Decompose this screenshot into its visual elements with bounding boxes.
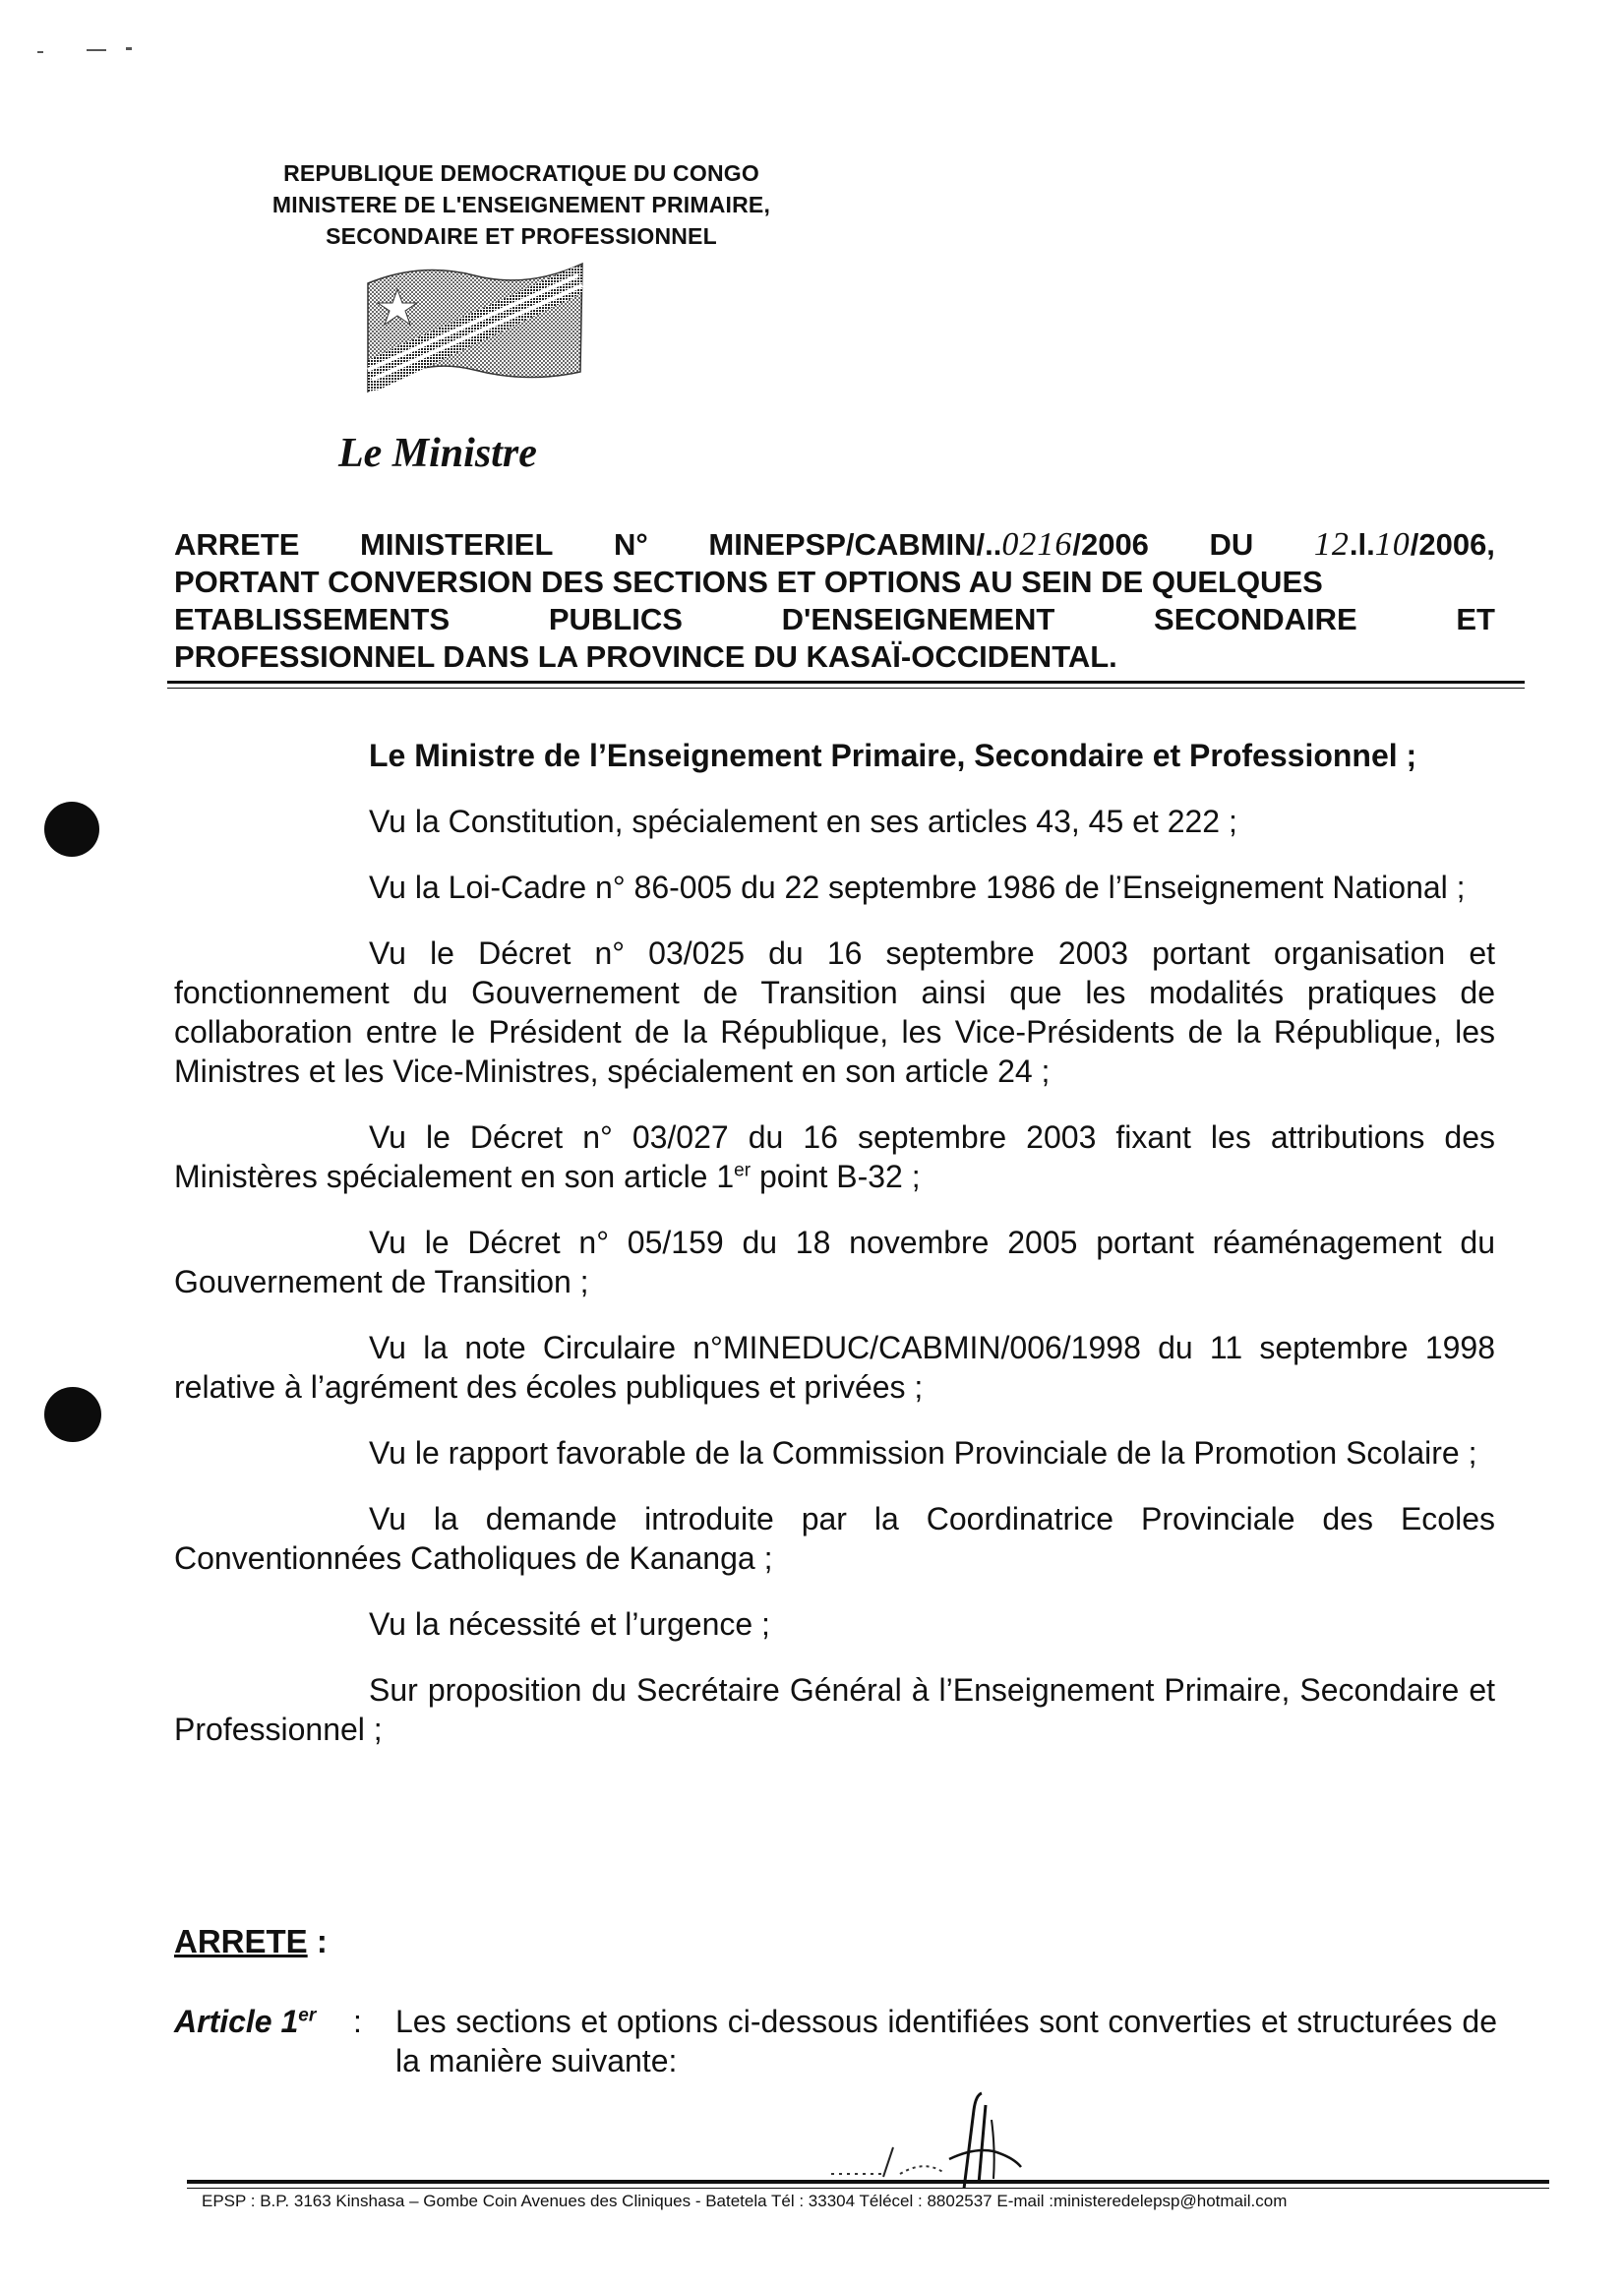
preamble-minister: Le Ministre de l’Enseignement Primaire, Secondaire et Professionnel ; <box>369 738 1417 773</box>
preamble-clause: Sur proposition du Secrétaire Général à l’Enseignement Primaire, Secondaire et Professionnel ; <box>174 1672 1495 1747</box>
decree-reference-prefix: MINEPSP/CABMIN/.. <box>708 527 1002 562</box>
preamble-clause: Vu la nécessité et l’urgence ; <box>369 1606 770 1642</box>
decree-word: MINISTERIEL <box>360 527 554 562</box>
superscript: er <box>734 1160 752 1181</box>
preamble-clause: Vu la note Circulaire n°MINEDUC/CABMIN/006/1998 du 11 septembre 1998 relative à l’agrément des écoles publiques et privées ; <box>174 1330 1495 1405</box>
punch-hole-mark <box>44 802 99 857</box>
minister-title: Le Ministre <box>338 431 537 476</box>
arrete-colon: : <box>307 1923 328 1959</box>
decree-title-line <box>174 638 1495 676</box>
title-divider <box>167 681 1525 684</box>
footer-address: EPSP : B.P. 3163 Kinshasa – Gombe Coin Avenues des Cliniques - Batetela Tél : 33304 Télécel : 8802537 E-mail :ministeredelepsp@hotmail.com <box>202 2192 1288 2210</box>
handwritten-initials <box>826 2090 1062 2194</box>
article-label <box>174 2002 316 2041</box>
clause-text: Vu le Décret n° 03/027 du 16 septembre 2003 fixant les attributions des Ministères spécialement en son article 1 <box>174 1119 1495 1194</box>
decree-reference <box>708 526 1149 564</box>
letterhead-country: REPUBLIQUE DEMOCRATIQUE DU CONGO <box>283 160 759 186</box>
decree-word: D'ENSEIGNEMENT <box>781 602 1055 636</box>
decree-year: /2006, <box>1410 527 1495 562</box>
arrete-heading <box>174 1923 328 1960</box>
decree-title-line <box>174 564 1495 601</box>
handwritten-decree-number: 0216 <box>1001 526 1073 563</box>
clause-text: point B-32 ; <box>751 1159 921 1194</box>
preamble-clause: Vu le Décret n° 05/159 du 18 novembre 2005 portant réaménagement du Gouvernement de Transition ; <box>174 1225 1495 1299</box>
letterhead-ministry-cont: SECONDAIRE ET PROFESSIONNEL <box>326 223 717 249</box>
decree-title-text: PROFESSIONNEL DANS LA PROVINCE DU KASAÏ-OCCIDENTAL. <box>174 639 1117 674</box>
decree-word: SECONDAIRE <box>1154 602 1357 636</box>
scan-speck <box>37 51 43 53</box>
preamble-clause <box>174 1117 1495 1196</box>
handwritten-day: 12 <box>1313 526 1350 563</box>
decree-word: ARRETE <box>174 527 300 562</box>
decree-title-line <box>174 526 1495 564</box>
letterhead-ministry: MINISTERE DE L'ENSEIGNEMENT PRIMAIRE, <box>271 192 771 217</box>
preamble-clause: Vu la demande introduite par la Coordinatrice Provinciale des Ecoles Conventionnées Catholiques de Kananga ; <box>174 1501 1495 1576</box>
decree-title-line <box>174 601 1495 638</box>
article-label-text: Article 1 <box>174 2004 299 2039</box>
decree-date <box>1314 526 1495 564</box>
footer-divider-thin <box>187 2188 1549 2189</box>
superscript: er <box>298 2005 317 2026</box>
arrete-label: ARRETE <box>174 1923 308 1959</box>
scan-speck <box>87 49 106 51</box>
preamble-clause: Vu la Constitution, spécialement en ses articles 43, 45 et 222 ; <box>369 804 1237 839</box>
footer-divider <box>187 2180 1549 2184</box>
date-separator: .l. <box>1349 527 1375 562</box>
decree-reference-year: /2006 <box>1072 527 1149 562</box>
decree-title-text: PORTANT CONVERSION DES SECTIONS ET OPTIONS AU SEIN DE QUELQUES <box>174 565 1323 599</box>
decree-title <box>174 526 1495 676</box>
handwritten-month: 10 <box>1374 526 1411 563</box>
article-colon: : <box>353 2004 362 2039</box>
decree-word: ET <box>1456 602 1495 636</box>
decree-word: PUBLICS <box>548 602 683 636</box>
decree-word: ETABLISSEMENTS <box>174 602 451 636</box>
letterhead <box>187 157 856 252</box>
punch-hole-mark <box>44 1387 101 1442</box>
scan-speck <box>126 47 132 50</box>
preamble-clause: Vu la Loi-Cadre n° 86-005 du 22 septembre 1986 de l’Enseignement National ; <box>369 870 1466 905</box>
title-divider-thin <box>167 688 1525 689</box>
preamble <box>174 736 1495 1776</box>
preamble-clause: Vu le Décret n° 03/025 du 16 septembre 2003 portant organisation et fonctionnement du Gouvernement de Transition ainsi que les modalités pratiques de collaboration entre le Président de la République, les Vice-Présidents de la République, les Ministres et les Vice-Ministres, spécialement en son article 24 ; <box>174 935 1495 1089</box>
preamble-clause: Vu le rapport favorable de la Commission Provinciale de la Promotion Scolaire ; <box>369 1435 1477 1471</box>
decree-word: DU <box>1209 527 1254 562</box>
drc-flag-icon <box>362 254 586 403</box>
article-text: Les sections et options ci-dessous identifiées sont converties et structurées de la manière suivante: <box>395 2004 1497 2078</box>
decree-word: N° <box>613 527 648 562</box>
